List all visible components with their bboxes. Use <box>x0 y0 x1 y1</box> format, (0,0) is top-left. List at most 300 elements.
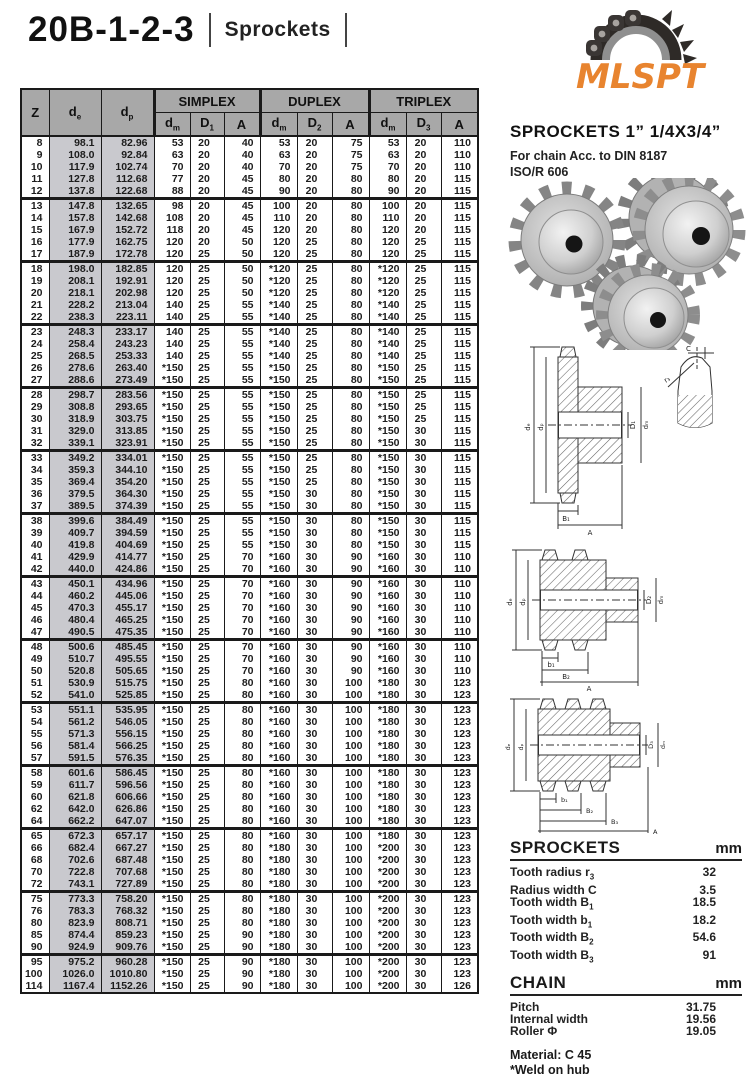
table-cell: 100 <box>332 752 369 766</box>
table-cell: *180 <box>260 866 297 878</box>
table-cell: 15 <box>21 224 49 236</box>
table-cell: 541.0 <box>49 689 101 703</box>
table-row <box>21 161 478 173</box>
table-cell: 470.3 <box>49 602 101 614</box>
table-cell: *150 <box>154 413 190 425</box>
table-cell: *150 <box>154 791 190 803</box>
table-cell: 30 <box>297 563 332 577</box>
table-row <box>21 275 478 287</box>
table-cell: *160 <box>369 640 406 654</box>
table-cell: 450.1 <box>49 577 101 591</box>
table-cell: 80 <box>224 728 260 740</box>
table-cell: 115 <box>441 325 478 339</box>
table-cell: 70 <box>224 602 260 614</box>
table-cell: 72 <box>21 878 49 892</box>
table-cell: 115 <box>441 425 478 437</box>
table-cell: 30 <box>297 980 332 993</box>
table-cell: 404.69 <box>101 539 154 551</box>
table-cell: 571.3 <box>49 728 101 740</box>
table-cell: 25 <box>190 716 224 728</box>
table-cell: 773.3 <box>49 892 101 906</box>
table-cell: 110 <box>441 614 478 626</box>
table-cell: 25 <box>297 236 332 248</box>
table-cell: 187.9 <box>49 248 101 262</box>
table-cell: *160 <box>369 653 406 665</box>
table-cell: 55 <box>21 728 49 740</box>
table-cell: 70 <box>154 161 190 173</box>
table-cell: *150 <box>154 905 190 917</box>
table-cell: 45 <box>224 173 260 185</box>
table-cell: *140 <box>369 350 406 362</box>
table-cell: *180 <box>260 917 297 929</box>
table-cell: 123 <box>441 892 478 906</box>
table-cell: 70 <box>224 640 260 654</box>
table-cell: 30 <box>406 791 441 803</box>
table-cell: *150 <box>154 577 190 591</box>
table-cell: 25 <box>190 929 224 941</box>
table-cell: 40 <box>224 136 260 149</box>
table-cell: 80 <box>332 311 369 325</box>
sprocket-photo-illustration <box>505 178 750 350</box>
table-cell: *160 <box>369 590 406 602</box>
table-cell: 253.33 <box>101 350 154 362</box>
table-cell: *150 <box>369 413 406 425</box>
table-cell: 70 <box>21 866 49 878</box>
table-cell: 110 <box>441 136 478 149</box>
table-cell: 30 <box>297 917 332 929</box>
table-cell: 329.0 <box>49 425 101 437</box>
table-cell: 108.0 <box>49 149 101 161</box>
table-cell: 20 <box>190 136 224 149</box>
table-row <box>21 185 478 199</box>
table-cell: 45 <box>224 185 260 199</box>
table-cell: *160 <box>260 716 297 728</box>
table-cell: 80 <box>332 413 369 425</box>
table-cell: 30 <box>406 665 441 677</box>
table-cell: *180 <box>369 728 406 740</box>
table-row <box>21 350 478 362</box>
table-cell: 268.5 <box>49 350 101 362</box>
duplex-sprocket-photo-2 <box>587 260 694 350</box>
table-cell: 117.9 <box>49 161 101 173</box>
table-cell: *200 <box>369 905 406 917</box>
table-cell: 100 <box>332 677 369 689</box>
table-cell: *160 <box>260 626 297 640</box>
table-cell: 75 <box>332 149 369 161</box>
table-cell: 30 <box>297 527 332 539</box>
table-row <box>21 262 478 276</box>
table-cell: 80 <box>332 224 369 236</box>
table-cell: 80 <box>332 425 369 437</box>
table-cell: 75 <box>332 161 369 173</box>
table-cell: 25 <box>190 677 224 689</box>
table-cell: *120 <box>260 275 297 287</box>
sub-header-d2: $D_2$ <box>297 113 332 137</box>
table-cell: 30 <box>406 842 441 854</box>
sprocket-specs-title: SPROCKETS <box>510 838 621 857</box>
table-cell: 123 <box>441 689 478 703</box>
table-cell: 30 <box>406 740 441 752</box>
table-cell: 115 <box>441 287 478 299</box>
table-cell: *160 <box>369 614 406 626</box>
svg-text:D₂: D₂ <box>645 595 653 605</box>
table-cell: 80 <box>224 829 260 843</box>
table-cell: 58 <box>21 766 49 780</box>
table-cell: 52 <box>21 689 49 703</box>
table-cell: 25 <box>190 311 224 325</box>
table-cell: 30 <box>297 728 332 740</box>
table-cell: 30 <box>406 728 441 740</box>
table-cell: *150 <box>260 488 297 500</box>
sprocket-specs-header <box>510 838 742 861</box>
table-cell: 30 <box>406 929 441 941</box>
table-cell: 120 <box>369 248 406 262</box>
table-cell: 30 <box>297 803 332 815</box>
table-cell: 975.2 <box>49 955 101 969</box>
table-cell: 120 <box>369 236 406 248</box>
table-cell: *160 <box>260 766 297 780</box>
table-cell: 65 <box>21 829 49 843</box>
table-row <box>21 325 478 339</box>
table-cell: 874.4 <box>49 929 101 941</box>
spec-row <box>510 949 742 967</box>
table-cell: *150 <box>154 374 190 388</box>
table-cell: 140 <box>154 311 190 325</box>
table-cell: 364.30 <box>101 488 154 500</box>
table-cell: 115 <box>441 236 478 248</box>
table-row <box>21 199 478 213</box>
table-cell: 26 <box>21 362 49 374</box>
table-cell: 20 <box>190 224 224 236</box>
table-cell: 30 <box>406 488 441 500</box>
table-cell: *150 <box>154 779 190 791</box>
table-cell: 90 <box>332 614 369 626</box>
table-cell: 55 <box>224 476 260 488</box>
table-cell: 17 <box>21 248 49 262</box>
table-cell: 30 <box>297 892 332 906</box>
table-cell: *150 <box>154 476 190 488</box>
table-cell: *120 <box>260 262 297 276</box>
table-cell: 20 <box>190 173 224 185</box>
table-cell: 445.06 <box>101 590 154 602</box>
sprocket-table-body <box>21 136 478 993</box>
table-cell: 70 <box>224 590 260 602</box>
table-cell: 85 <box>21 929 49 941</box>
table-cell: 80 <box>332 338 369 350</box>
table-cell: *150 <box>369 488 406 500</box>
table-cell: 924.9 <box>49 941 101 955</box>
table-cell: *150 <box>154 941 190 955</box>
table-cell: 63 <box>260 149 297 161</box>
table-cell: 115 <box>441 539 478 551</box>
table-cell: 25 <box>406 275 441 287</box>
spec-value: 32 <box>702 865 716 879</box>
table-cell: *160 <box>260 815 297 829</box>
table-cell: 318.9 <box>49 413 101 425</box>
table-cell: 30 <box>297 905 332 917</box>
table-cell: 25 <box>297 464 332 476</box>
table-cell: 30 <box>297 551 332 563</box>
table-cell: *160 <box>260 577 297 591</box>
table-cell: 123 <box>441 854 478 866</box>
table-cell: 82.96 <box>101 136 154 149</box>
table-cell: 25 <box>406 248 441 262</box>
table-cell: 80 <box>332 199 369 213</box>
table-cell: *150 <box>369 437 406 451</box>
table-cell: 123 <box>441 968 478 980</box>
table-cell: 30 <box>297 640 332 654</box>
technical-drawings <box>500 345 750 835</box>
spec-panel <box>510 836 742 1078</box>
table-row <box>21 929 478 941</box>
table-cell: 100 <box>332 866 369 878</box>
table-cell: 147.8 <box>49 199 101 213</box>
table-cell: 20 <box>406 149 441 161</box>
table-cell: 586.45 <box>101 766 154 780</box>
table-cell: 80 <box>332 539 369 551</box>
table-cell: 80 <box>224 752 260 766</box>
table-cell: 30 <box>297 677 332 689</box>
table-cell: 25 <box>190 653 224 665</box>
table-cell: 25 <box>406 236 441 248</box>
table-cell: 25 <box>190 917 224 929</box>
table-cell: 20 <box>297 185 332 199</box>
table-cell: 20 <box>190 199 224 213</box>
table-cell: 115 <box>441 388 478 402</box>
table-cell: 24 <box>21 338 49 350</box>
col-header-dp: $d_p$ <box>101 89 154 136</box>
svg-text:dₚ: dₚ <box>517 743 525 751</box>
table-cell: 115 <box>441 248 478 262</box>
simplex-drawing <box>524 347 650 537</box>
table-cell: *150 <box>154 437 190 451</box>
table-cell: *150 <box>154 917 190 929</box>
table-cell: 20 <box>406 224 441 236</box>
table-cell: 39 <box>21 527 49 539</box>
table-cell: 1167.4 <box>49 980 101 993</box>
table-cell: 243.23 <box>101 338 154 350</box>
table-cell: 80 <box>332 212 369 224</box>
table-cell: 110 <box>441 602 478 614</box>
table-cell: 192.91 <box>101 275 154 287</box>
table-cell: 115 <box>441 488 478 500</box>
svg-text:C: C <box>686 345 691 353</box>
spec-row <box>510 866 742 884</box>
table-cell: 115 <box>441 401 478 413</box>
table-cell: 30 <box>297 689 332 703</box>
table-cell: *180 <box>369 829 406 843</box>
table-cell: 25 <box>297 287 332 299</box>
table-cell: 18 <box>21 262 49 276</box>
table-cell: 30 <box>297 665 332 677</box>
table-cell: 123 <box>441 716 478 728</box>
table-cell: *180 <box>369 689 406 703</box>
table-cell: 25 <box>190 464 224 476</box>
table-cell: 303.75 <box>101 413 154 425</box>
table-cell: 30 <box>406 955 441 969</box>
table-cell: 25 <box>297 388 332 402</box>
table-cell: 115 <box>441 185 478 199</box>
table-cell: 25 <box>406 374 441 388</box>
table-cell: 23 <box>21 325 49 339</box>
cross-section-diagrams <box>500 345 750 835</box>
table-row <box>21 437 478 451</box>
table-cell: *160 <box>260 590 297 602</box>
table-row <box>21 362 478 374</box>
table-row <box>21 917 478 929</box>
table-row <box>21 968 478 980</box>
table-cell: 80 <box>332 275 369 287</box>
table-cell: *160 <box>260 703 297 717</box>
table-cell: 30 <box>297 752 332 766</box>
table-row <box>21 791 478 803</box>
table-cell: 115 <box>441 464 478 476</box>
table-row <box>21 766 478 780</box>
tooth-detail-drawing <box>663 345 714 428</box>
spec-value: 19.05 <box>685 1024 716 1039</box>
table-cell: *150 <box>369 527 406 539</box>
table-cell: 80 <box>224 905 260 917</box>
table-cell: 30 <box>406 917 441 929</box>
table-cell: 90 <box>332 577 369 591</box>
table-cell: 30 <box>297 626 332 640</box>
table-cell: *150 <box>369 401 406 413</box>
table-cell: 123 <box>441 728 478 740</box>
table-cell: 59 <box>21 779 49 791</box>
table-cell: 25 <box>190 842 224 854</box>
sprocket-table <box>20 88 479 994</box>
table-cell: 25 <box>190 791 224 803</box>
table-row <box>21 388 478 402</box>
table-cell: 414.77 <box>101 551 154 563</box>
table-cell: 859.23 <box>101 929 154 941</box>
table-cell: 783.3 <box>49 905 101 917</box>
table-cell: *150 <box>260 514 297 528</box>
table-cell: 25 <box>190 514 224 528</box>
table-cell: *150 <box>154 551 190 563</box>
table-row <box>21 224 478 236</box>
table-cell: 223.11 <box>101 311 154 325</box>
table-cell: 561.2 <box>49 716 101 728</box>
table-cell: 44 <box>21 590 49 602</box>
table-cell: 20 <box>406 136 441 149</box>
table-cell: 63 <box>154 149 190 161</box>
table-cell: 25 <box>297 437 332 451</box>
table-cell: 120 <box>260 224 297 236</box>
page-title: 20B-1-2-3 <box>28 10 195 49</box>
table-cell: *150 <box>369 476 406 488</box>
table-cell: 88 <box>154 185 190 199</box>
table-row <box>21 626 478 640</box>
table-cell: 30 <box>406 829 441 843</box>
table-cell: 80 <box>332 374 369 388</box>
table-cell: 601.6 <box>49 766 101 780</box>
table-cell: 475.35 <box>101 626 154 640</box>
table-cell: 30 <box>297 941 332 955</box>
table-cell: 213.04 <box>101 299 154 311</box>
table-cell: 50 <box>224 236 260 248</box>
table-cell: 120 <box>260 248 297 262</box>
table-cell: 30 <box>297 955 332 969</box>
table-row <box>21 451 478 465</box>
table-cell: *180 <box>369 752 406 766</box>
table-cell: *180 <box>260 968 297 980</box>
table-cell: 95 <box>21 955 49 969</box>
chain-specs-list <box>510 1001 742 1038</box>
table-cell: 30 <box>406 563 441 577</box>
table-cell: *160 <box>260 665 297 677</box>
table-cell: 48 <box>21 640 49 654</box>
table-cell: 25 <box>190 299 224 311</box>
table-row <box>21 779 478 791</box>
table-cell: *160 <box>260 563 297 577</box>
table-cell: 114 <box>21 980 49 993</box>
table-cell: 45 <box>224 224 260 236</box>
table-cell: *160 <box>260 640 297 654</box>
table-cell: 273.49 <box>101 374 154 388</box>
table-cell: *140 <box>369 338 406 350</box>
group-header-simplex: SIMPLEX <box>154 89 260 113</box>
table-cell: 25 <box>190 362 224 374</box>
table-cell: 123 <box>441 791 478 803</box>
table-cell: 30 <box>406 703 441 717</box>
table-cell: 25 <box>190 779 224 791</box>
table-cell: 25 <box>297 248 332 262</box>
table-cell: 100 <box>332 968 369 980</box>
table-cell: 25 <box>190 803 224 815</box>
table-cell: 30 <box>406 527 441 539</box>
table-cell: *150 <box>369 388 406 402</box>
table-cell: *160 <box>369 602 406 614</box>
table-row <box>21 703 478 717</box>
table-cell: *150 <box>369 514 406 528</box>
table-cell: *160 <box>260 779 297 791</box>
table-cell: 25 <box>297 451 332 465</box>
table-cell: *160 <box>260 689 297 703</box>
table-cell: 30 <box>406 577 441 591</box>
svg-text:D₃: D₃ <box>647 741 655 749</box>
spec-value: 54.6 <box>692 930 716 945</box>
table-cell: *150 <box>154 527 190 539</box>
table-cell: *150 <box>154 955 190 969</box>
table-cell: *150 <box>154 842 190 854</box>
chain-specs-unit: mm <box>715 974 742 992</box>
table-cell: 115 <box>441 350 478 362</box>
table-cell: 110 <box>369 212 406 224</box>
table-cell: 25 <box>406 338 441 350</box>
table-cell: 25 <box>190 854 224 866</box>
table-cell: 49 <box>21 653 49 665</box>
table-cell: 80 <box>332 325 369 339</box>
table-cell: *180 <box>369 677 406 689</box>
table-cell: 100 <box>332 740 369 752</box>
table-cell: 16 <box>21 236 49 248</box>
table-cell: 25 <box>190 689 224 703</box>
table-cell: 25 <box>190 374 224 388</box>
table-cell: 30 <box>297 929 332 941</box>
table-cell: *160 <box>260 752 297 766</box>
table-cell: 202.98 <box>101 287 154 299</box>
table-cell: 198.0 <box>49 262 101 276</box>
table-cell: *150 <box>154 388 190 402</box>
table-cell: 25 <box>190 905 224 917</box>
table-cell: 20 <box>21 287 49 299</box>
table-row <box>21 287 478 299</box>
table-cell: 722.8 <box>49 866 101 878</box>
table-cell: 110 <box>441 149 478 161</box>
table-cell: 55 <box>224 374 260 388</box>
table-cell: *200 <box>369 955 406 969</box>
